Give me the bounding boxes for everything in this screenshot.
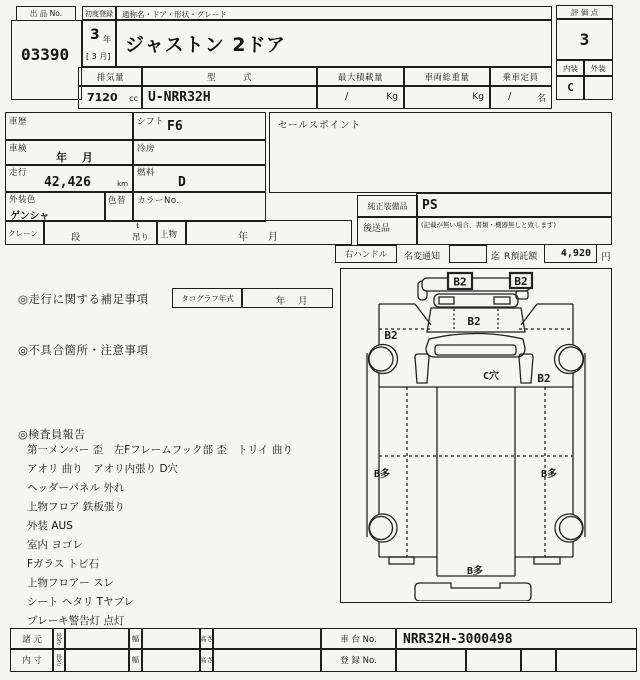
height-label: 高さ (200, 634, 213, 643)
crane-cell (5, 220, 45, 245)
inner-height-cell (212, 648, 322, 672)
score-value: 3 (579, 30, 590, 49)
color-cell (5, 191, 106, 222)
inspection-label: 車検 (9, 144, 28, 154)
lot-no-label: 出 品 No. (29, 9, 63, 18)
max-load-header (316, 67, 405, 87)
repaint-label: 色替 (108, 196, 127, 206)
max-load-cell (316, 85, 405, 109)
later-cell (416, 216, 612, 245)
inner-label: 内 寸 (22, 656, 42, 666)
interior-grade-cell (556, 75, 585, 100)
dims-header (10, 628, 54, 650)
damage-c-hole: C穴 (482, 371, 500, 382)
report-line: シート ヘタリ Tヤブレ (27, 596, 135, 608)
damage-b2-boxed-1: B2 (453, 275, 467, 289)
crane-label: クレーン (8, 229, 38, 238)
report-line: 外装 AUS (27, 520, 73, 532)
mileage-cell (5, 164, 134, 193)
history-label: 車歴 (9, 117, 28, 127)
report-line: 上物フロアー スレ (27, 577, 115, 589)
damage-b2-left: B2 (384, 329, 398, 342)
chassis-header (320, 628, 397, 650)
displacement-cell (78, 85, 143, 109)
tacho-header (172, 288, 243, 308)
model-cell (141, 85, 318, 109)
mileage-label: 走行 (9, 168, 28, 178)
mileage-note-heading: ◎走行に関する補足事項 (18, 292, 149, 306)
reg-cell-4 (555, 648, 637, 672)
inner-width-label: 幅 (132, 655, 139, 664)
model-header (141, 67, 318, 87)
model-code: U-NRR32H (148, 90, 211, 105)
length-label: 長さ (55, 631, 63, 646)
reg-header (320, 648, 397, 672)
first-reg-year: 3 (90, 27, 100, 43)
dims-length-cell (64, 628, 130, 650)
oem-label: 純正装備品 (367, 202, 408, 211)
color-no-label: カラーNo. (137, 196, 180, 206)
gross-weight-cell (403, 85, 491, 109)
interior-grade: C (567, 81, 574, 94)
dims-width-cell (141, 628, 201, 650)
damage-diagram-box (340, 268, 612, 603)
gross-weight-header (403, 67, 491, 87)
oem-value: PS (422, 198, 438, 213)
inspection-value: 年 月 (56, 151, 93, 164)
fuel-cell (132, 164, 266, 193)
defect-heading: ◎不具合箇所・注意事項 (18, 343, 149, 357)
inspection-cell (5, 139, 134, 166)
damage-bmany-rear: B多 (466, 566, 484, 577)
color-value: ゲンシャ (10, 211, 50, 222)
report-line: ブレーキ警告灯 点灯 (27, 615, 125, 627)
inspector-heading: ◎検査員報告 (18, 428, 86, 441)
body-year-cell (185, 220, 352, 245)
rename-label: 名変通知 (404, 252, 441, 262)
capacity-cell (489, 85, 552, 109)
tacho-cell (241, 288, 333, 308)
body-year-value: 年 月 (238, 232, 278, 243)
lot-no-header (16, 6, 76, 21)
name-label: 通称名・ドア・形状・グレード (122, 10, 227, 19)
deposit-cell (544, 244, 597, 263)
crane-dan-label: 段 (71, 233, 81, 243)
reg-label: 登 録 No. (340, 656, 377, 666)
dims-label: 諸 元 (22, 635, 42, 645)
sales-point-label: セールスポイント (278, 120, 362, 131)
crane-t-label: t (136, 222, 139, 230)
shift-value: F6 (167, 119, 183, 134)
deposit-value: 4,920 (560, 248, 591, 259)
gross-weight-unit: Kg (472, 92, 484, 102)
rename-date-cell (449, 245, 487, 263)
damage-bmany-right: B多 (540, 469, 558, 480)
lot-no-value: 03390 (21, 45, 70, 64)
chassis-no: NRR32H-3000498 (403, 632, 513, 647)
damage-b2-cab: B2 (467, 315, 481, 328)
capacity-header (489, 67, 552, 87)
crane-spec-cell (43, 220, 158, 245)
first-reg-label: 初度登録 (85, 9, 113, 18)
shift-label: シフト (137, 117, 165, 127)
dims-height-cell (212, 628, 322, 650)
exterior-label: 外装 (590, 63, 606, 73)
report-line: 第一メンバー 歪 左Fフレームフック部 歪 トリイ 曲り (27, 444, 293, 456)
max-load-unit: Kg (386, 92, 398, 102)
chassis-cell (395, 628, 637, 650)
repaint-cell (104, 191, 134, 222)
capacity-label: 乗車定員 (502, 73, 539, 83)
color-label: 外装色 (9, 195, 37, 205)
yen-label: 円 (601, 252, 611, 263)
mileage-value: 42,426 (44, 175, 91, 190)
exterior-grade-cell (583, 75, 613, 100)
report-line: Fガラス トビ石 (27, 558, 100, 570)
reg-cell-1 (395, 648, 467, 672)
deposit-label: R預託額 (504, 252, 538, 262)
handle-badge (335, 245, 397, 263)
width-label: 幅 (132, 634, 139, 643)
score-label: 評 価 点 (570, 8, 599, 17)
lot-no-cell (11, 20, 82, 100)
gross-weight-label: 車両総重量 (424, 73, 470, 83)
interior-label: 内装 (563, 63, 578, 73)
oem-cell (416, 193, 612, 218)
history-cell (5, 112, 134, 141)
capacity-unit: 名 (536, 94, 546, 104)
color-no-cell (132, 191, 266, 222)
displacement-value: 7120 (87, 91, 118, 104)
ac-cell (132, 139, 266, 166)
reg-cell-2 (465, 648, 522, 672)
report-line: 室内 ヨゴレ (27, 539, 83, 551)
tacho-label: タコグラフ年式 (181, 293, 234, 303)
first-reg-year-unit: 年 (103, 35, 111, 44)
ac-label: 冷房 (137, 144, 156, 154)
tacho-value: 年 月 (276, 296, 308, 307)
body-cell (156, 220, 187, 245)
later-label: 後送品 (363, 224, 391, 234)
made-label: 迄 (491, 252, 501, 262)
later-header (357, 216, 418, 245)
max-load-value: / (345, 91, 349, 102)
score-cell (556, 18, 613, 61)
displacement-header (78, 67, 143, 87)
reg-cell-3 (520, 648, 557, 672)
oem-header (357, 195, 418, 218)
inner-length-cell (64, 648, 130, 672)
displacement-label: 排気量 (96, 73, 124, 83)
report-line: 上物フロア 鉄板張り (27, 501, 125, 513)
report-line: アオリ 曲り アオリ内張り D穴 (27, 463, 179, 475)
chassis-label: 車 台 No. (340, 635, 377, 645)
handle-label: 右ハンドル (344, 250, 388, 260)
first-reg-cell (82, 19, 116, 67)
inner-height-label: 高さ (200, 655, 213, 664)
body-label: 上物 (160, 230, 178, 240)
inner-length-label: 長さ (55, 652, 63, 667)
model-label: 型 式 (206, 73, 252, 83)
truck-plan-diagram (341, 269, 610, 601)
inner-header (10, 648, 54, 672)
first-reg-month: [ 3 月] (86, 52, 111, 61)
inner-width-cell (141, 648, 201, 672)
damage-b2-boxed-2: B2 (514, 275, 528, 288)
later-note: (記載が無い場合、書類・機器無しと致します) (421, 221, 557, 229)
max-load-label: 最大積載量 (337, 73, 383, 83)
shift-cell (132, 112, 266, 141)
report-line: ヘッダーパネル 外れ (27, 482, 125, 494)
displacement-unit: cc (129, 94, 138, 103)
damage-b2-right: B2 (537, 372, 551, 385)
sales-point-box (269, 112, 612, 193)
capacity-value: / (508, 91, 512, 102)
damage-bmany-left: B多 (373, 469, 391, 480)
fuel-value: D (178, 175, 186, 190)
crane-tsuri-label: 吊り (131, 233, 149, 243)
fuel-label: 燃料 (137, 168, 156, 178)
vehicle-name: ジャストン 2ドア (125, 34, 286, 56)
name-cell (116, 19, 552, 67)
mileage-unit: km (117, 180, 128, 188)
